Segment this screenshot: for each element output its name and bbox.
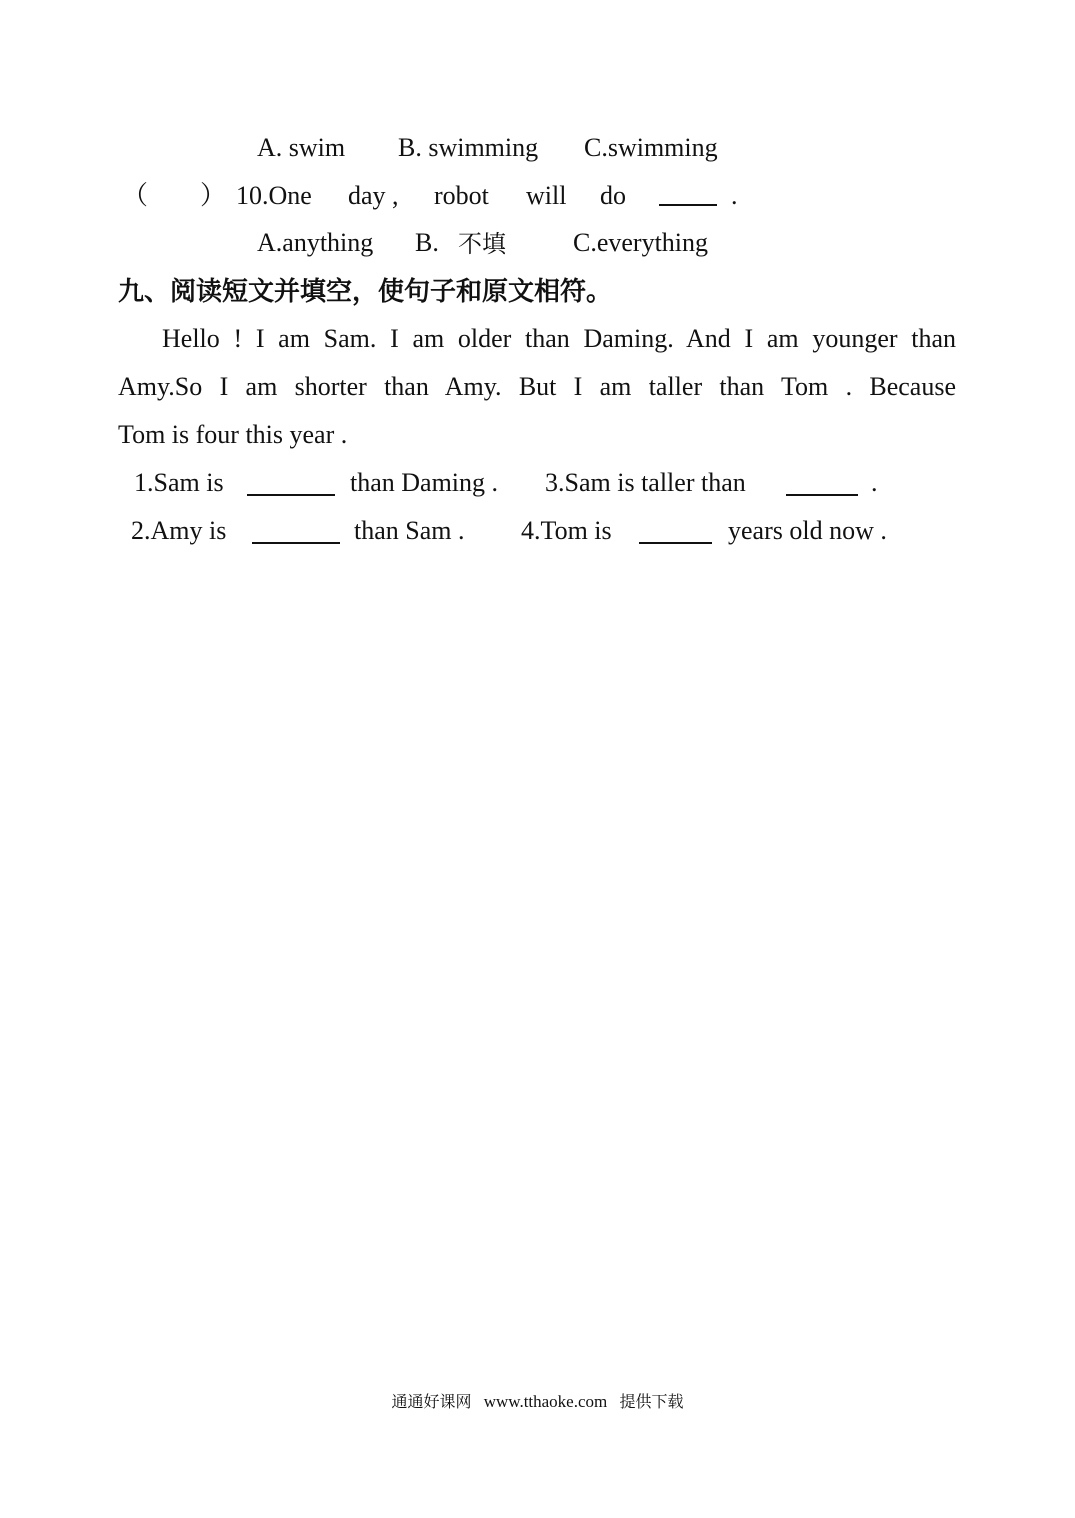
q10-word: robot xyxy=(434,181,489,210)
q10-paren-open: （ xyxy=(122,181,149,210)
passage-line: Hello ! I am Sam. I am older than Daming. And I am younger than xyxy=(162,324,956,353)
q10-answer-space[interactable] xyxy=(150,180,200,212)
question-2-start: 2.Amy is xyxy=(131,516,227,545)
q10-number: 10.One xyxy=(236,181,312,210)
q10-blank[interactable] xyxy=(659,204,717,206)
q10-option-a: A.anything xyxy=(257,228,374,257)
question-4-blank[interactable] xyxy=(639,542,712,544)
q10-option-b-text: 不填 xyxy=(458,230,506,258)
question-1-start: 1.Sam is xyxy=(134,468,224,497)
q9-option-c: C.swimming xyxy=(584,133,718,162)
q10-option-b-label: B. xyxy=(415,228,439,257)
question-4-start: 4.Tom is xyxy=(521,516,612,545)
question-3-end: . xyxy=(871,468,878,497)
q9-option-b: B. swimming xyxy=(398,133,539,162)
question-3-start: 3.Sam is taller than xyxy=(545,468,746,497)
footer-provide-text: 提供下载 xyxy=(619,1392,684,1411)
q10-period: . xyxy=(731,181,738,210)
section-heading: 九、阅读短文并填空，使句子和原文相符。 xyxy=(118,277,613,307)
passage-line: Amy.So I am shorter than Amy. But I am taller than Tom . Because xyxy=(118,372,956,401)
footer-site-name: 通通好课网 xyxy=(391,1392,472,1411)
question-1-end: than Daming . xyxy=(350,468,499,497)
q10-word: day , xyxy=(348,181,399,210)
question-1-blank[interactable] xyxy=(247,494,335,496)
question-4-end: years old now . xyxy=(728,516,887,545)
q9-option-a: A. swim xyxy=(257,133,346,162)
question-2-end: than Sam . xyxy=(354,516,465,545)
footer-url[interactable]: www.tthaoke.com xyxy=(483,1392,608,1411)
question-2-blank[interactable] xyxy=(252,542,340,544)
page-footer xyxy=(0,1390,1075,1414)
q10-word: do xyxy=(600,181,626,210)
q10-option-c: C.everything xyxy=(573,228,709,257)
question-3-blank[interactable] xyxy=(786,494,858,496)
q10-word: will xyxy=(526,181,567,210)
q10-paren-close: ） xyxy=(200,181,227,210)
passage-line: Tom is four this year . xyxy=(118,420,348,449)
